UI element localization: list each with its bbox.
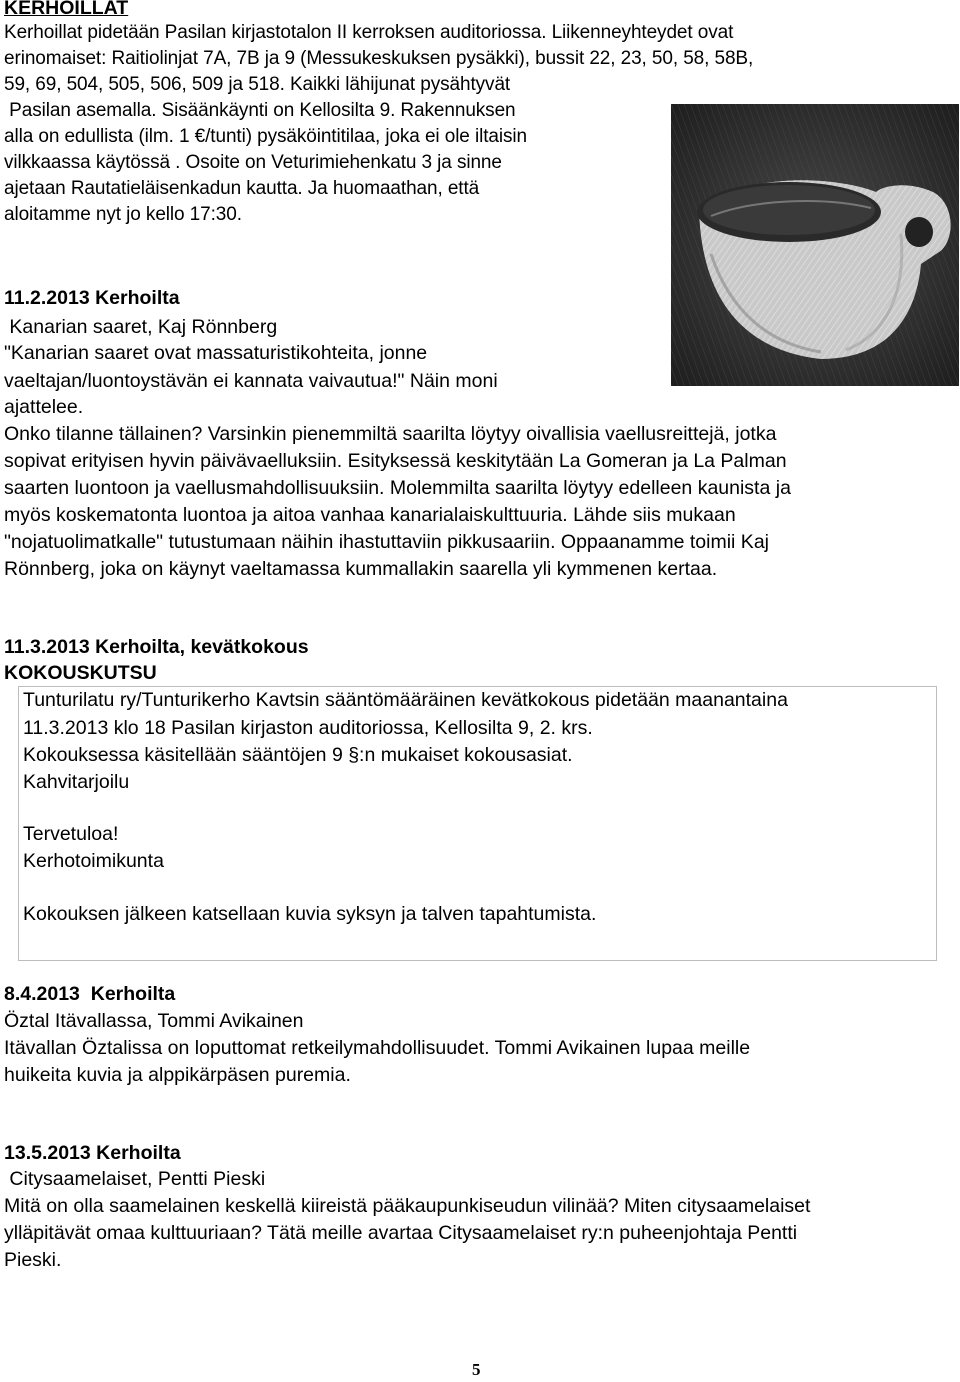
event-heading: 13.5.2013 Kerhoilta	[4, 1142, 181, 1164]
intro-line: alla on edullista (ilm. 1 €/tunti) pysäköintitilaa, joka ei ole iltaisin	[4, 126, 527, 147]
event-heading: 11.2.2013 Kerhoilta	[4, 287, 180, 309]
intro-line: aloitamme nyt jo kello 17:30.	[4, 204, 242, 225]
intro-line: erinomaiset: Raitiolinjat 7A, 7B ja 9 (Messukeskuksen pysäkki), bussit 22, 23, 50, 58, 58B,	[4, 48, 754, 69]
intro-line: Kerhoillat pidetään Pasilan kirjastotalon II kerroksen auditoriossa. Liikenneyhteydet ovat	[4, 22, 734, 43]
event-text-line: Mitä on olla saamelainen keskellä kiireistä pääkaupunkiseudun vilinää? Miten citysaamelaiset	[4, 1195, 811, 1217]
event-text-line: ylläpitävät omaa kulttuuriaan? Tätä meille avartaa Citysaamelaiset ry:n puheenjohtaja Pentti	[4, 1222, 798, 1244]
intro-line: vilkkaassa käytössä . Osoite on Veturimiehenkatu 3 ja sinne	[4, 152, 502, 173]
intro-line: 59, 69, 504, 505, 506, 509 ja 518. Kaikki lähijunat pysähtyvät	[4, 74, 511, 95]
notice-line: 11.3.2013 klo 18 Pasilan kirjaston auditoriossa, Kellosilta 9, 2. krs.	[23, 717, 593, 739]
event-text-line: Pieski.	[4, 1249, 62, 1271]
intro-line: ajetaan Rautatieläisenkadun kautta. Ja huomaathan, että	[4, 178, 480, 199]
event-text-line: Onko tilanne tällainen? Varsinkin pienemmiltä saarilta löytyy oivallisia vaellusreittejä, jotka	[4, 423, 777, 445]
event-text-line: Itävallan Öztalissa on loputtomat retkeilymahdollisuudet. Tommi Avikainen lupaa meille	[4, 1037, 751, 1059]
event-text-line: vaeltajan/luontoystävän ei kannata vaivautua!" Näin moni	[4, 370, 498, 392]
meeting-invitation-heading: KOKOUSKUTSU	[4, 662, 157, 684]
event-heading: 11.3.2013 Kerhoilta, kevätkokous	[4, 636, 309, 658]
event-subtitle: Öztal Itävallassa, Tommi Avikainen	[4, 1010, 304, 1032]
event-text-line: myös koskematonta luontoa ja aitoa vanhaa kanarialaiskulttuuria. Lähde siis mukaan	[4, 504, 736, 526]
event-text-line: sopivat erityisen hyvin päivävaelluksiin. Esityksessä keskitytään La Gomeran ja La Palman	[4, 450, 787, 472]
notice-line: Tervetuloa!	[23, 823, 119, 845]
meeting-notice-box	[18, 686, 937, 961]
intro-line: Pasilan asemalla. Sisäänkäynti on Kellosilta 9. Rakennuksen	[4, 100, 516, 121]
event-heading: 8.4.2013 Kerhoilta	[4, 983, 176, 1005]
event-text-line: huikeita kuvia ja alppikärpäsen puremia.	[4, 1064, 351, 1086]
page-number: 5	[472, 1360, 481, 1379]
notice-line: Tunturilatu ry/Tunturikerho Kavtsin sääntömääräinen kevätkokous pidetään maanantaina	[23, 689, 788, 711]
notice-line: Kokouksen jälkeen katsellaan kuvia syksyn ja talven tapahtumista.	[23, 903, 597, 925]
notice-line: Kahvitarjoilu	[23, 771, 130, 793]
event-text-line: Rönnberg, joka on käynyt vaeltamassa kummallakin saarella yli kymmenen kertaa.	[4, 558, 718, 580]
event-text-line: ajattelee.	[4, 396, 84, 418]
event-subtitle: Citysaamelaiset, Pentti Pieski	[4, 1168, 266, 1190]
notice-line: Kokouksessa käsitellään sääntöjen 9 §:n mukaiset kokousasiat.	[23, 744, 573, 766]
event-subtitle: Kanarian saaret, Kaj Rönnberg	[4, 316, 278, 338]
event-text-line: saarten luontoon ja vaellusmahdollisuuksiin. Molemmilta saarilta löytyy edelleen kaunista ja	[4, 477, 791, 499]
kuksa-illustration	[671, 104, 959, 386]
event-text-line: "nojatuolimatkalle" tutustumaan näihin ihastuttaviin pikkusaariin. Oppaanamme toimii Kaj	[4, 531, 769, 553]
event-text-line: "Kanarian saaret ovat massaturistikohteita, jonne	[4, 342, 428, 364]
notice-line: Kerhotoimikunta	[23, 850, 164, 872]
section-heading: KERHOILLAT	[4, 0, 129, 19]
